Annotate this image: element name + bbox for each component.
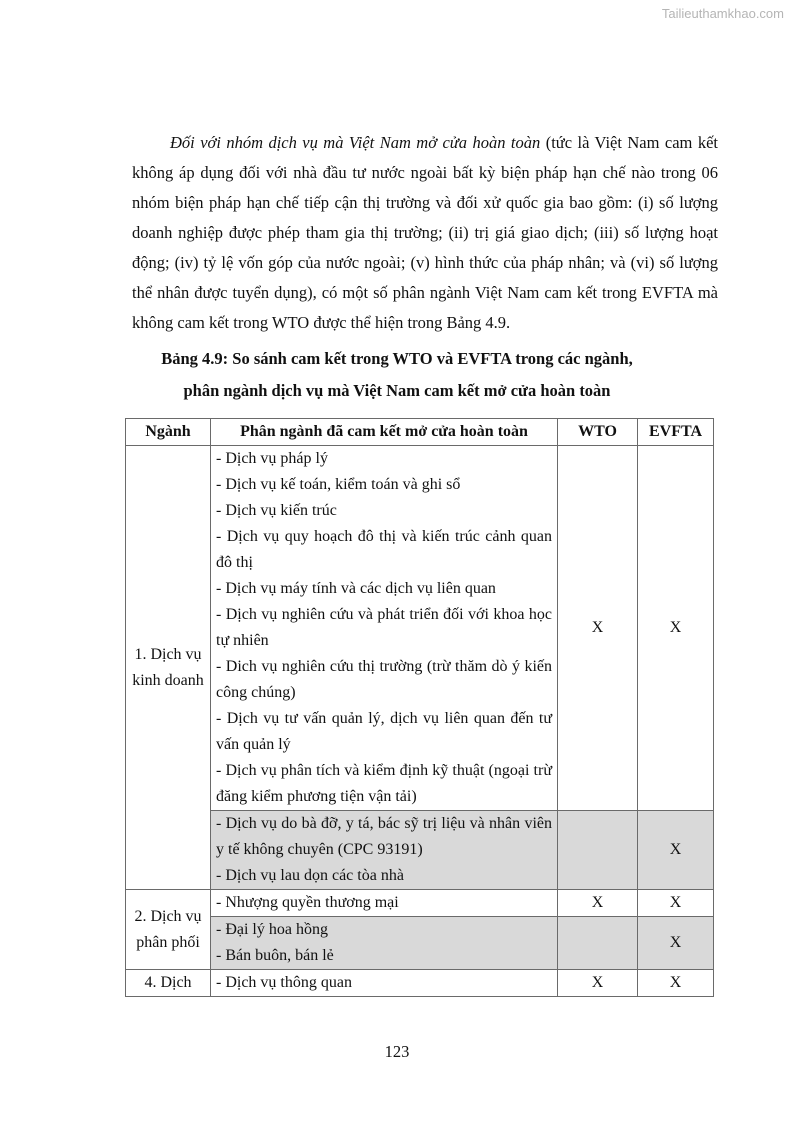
table-header-row: [126, 419, 714, 446]
header-wto: WTO: [558, 419, 638, 446]
list-item: - Dịch vụ thông quan: [216, 974, 352, 991]
evfta-cell: X: [638, 970, 714, 997]
table-row: [126, 970, 714, 997]
evfta-cell: X: [638, 446, 714, 811]
evfta-cell: X: [638, 811, 714, 890]
list-item: - Dich vụ nghiên cứu thị trường (trừ thăm dò ý kiến công chúng): [216, 658, 552, 701]
wto-cell: [558, 811, 638, 890]
table-row: [126, 890, 714, 917]
table-row: [126, 917, 714, 970]
page-number: 123: [384, 1042, 410, 1061]
table-row: [126, 811, 714, 890]
list-item: - Dịch vụ do bà đỡ, y tá, bác sỹ trị liệu và nhân viên y tế không chuyên (CPC 93191): [216, 815, 552, 858]
list-item: - Đại lý hoa hồng: [216, 921, 328, 938]
subsector-cell: [211, 890, 558, 917]
header-sector: Ngành: [126, 419, 211, 446]
table-row: [126, 446, 714, 811]
sector-cell: 1. Dịch vụ kinh doanh: [126, 446, 211, 890]
watermark: Tailieuthamkhao.com: [661, 6, 784, 21]
list-item: - Dịch vụ quy hoạch đô thị và kiến trúc cảnh quan đô thị: [216, 528, 552, 571]
paragraph-text: (tức là Việt Nam cam kết không áp dụng đối với nhà đầu tư nước ngoài bất kỳ biện pháp hạn chế nào trong 06 nhóm biện pháp hạn chế tiếp cận thị trường và đối xử quốc gia bao gồm: (i) số lượng doanh nghiệp được phép tham gia thị trường; (ii) trị giá giao dịch; (iii) số lượng hoạt động; (iv) tỷ lệ vốn góp của nước ngoài; (v) hình thức của pháp nhân; và (vi) số lượng thể nhân được tuyển dụng), có một số phân ngành Việt Nam cam kết trong EVFTA mà không cam kết trong WTO được thể hiện trong Bảng 4.9.: [132, 133, 718, 332]
list-item: - Dịch vụ nghiên cứu và phát triển đối với khoa học tự nhiên: [216, 606, 552, 649]
list-item: - Dịch vụ pháp lý: [216, 450, 328, 467]
header-evfta: EVFTA: [638, 419, 714, 446]
sector-cell: 2. Dịch vụ phân phối: [126, 890, 211, 970]
comparison-table: [125, 418, 714, 997]
table-caption-line2: phân ngành dịch vụ mà Việt Nam cam kết mở cửa hoàn toàn: [183, 381, 611, 400]
list-item: - Dịch vụ phân tích và kiểm định kỹ thuật (ngoại trừ đăng kiểm phương tiện vận tải): [216, 762, 552, 805]
wto-cell: [558, 917, 638, 970]
list-item: - Dịch vụ lau dọn các tòa nhà: [216, 867, 404, 884]
list-item: - Dịch vụ kế toán, kiểm toán và ghi sổ: [216, 476, 461, 493]
subsector-cell: [211, 446, 558, 811]
header-subsector: Phân ngành đã cam kết mở cửa hoàn toàn: [211, 419, 558, 446]
list-item: - Dịch vụ tư vấn quản lý, dịch vụ liên quan đến tư vấn quản lý: [216, 710, 552, 753]
list-item: - Nhượng quyền thương mại: [216, 894, 399, 911]
paragraph-italic: Đối với nhóm dịch vụ mà Việt Nam mở cửa hoàn toàn: [170, 133, 541, 152]
subsector-cell: [211, 917, 558, 970]
wto-cell: X: [558, 890, 638, 917]
sector-cell: 4. Dịch: [126, 970, 211, 997]
list-item: - Bán buôn, bán lẻ: [216, 947, 334, 964]
evfta-cell: X: [638, 890, 714, 917]
body-paragraph: [132, 128, 718, 338]
list-item: - Dịch vụ kiến trúc: [216, 502, 337, 519]
wto-cell: X: [558, 446, 638, 811]
subsector-cell: [211, 970, 558, 997]
table-caption-line1: Bảng 4.9: So sánh cam kết trong WTO và EVFTA trong các ngành,: [161, 349, 633, 368]
subsector-cell: [211, 811, 558, 890]
list-item: - Dịch vụ máy tính và các dịch vụ liên quan: [216, 580, 496, 597]
evfta-cell: X: [638, 917, 714, 970]
wto-cell: X: [558, 970, 638, 997]
